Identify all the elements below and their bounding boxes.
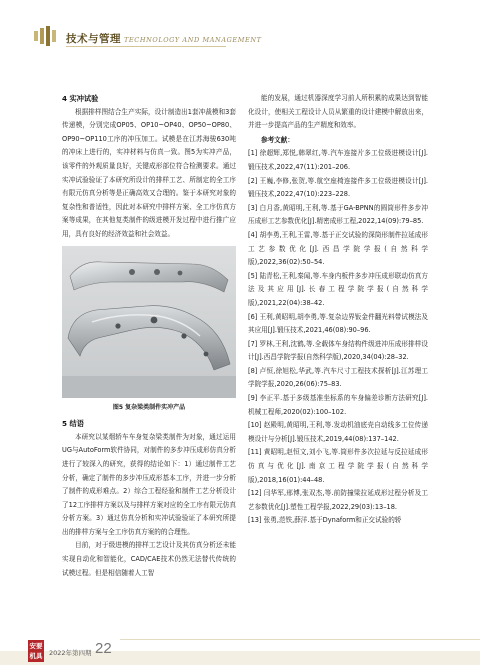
reference-item: [2] 王巍,李修,张贺,等.航空座椅连接件多工位级进模设计[J].锻压技术,2022,47(10):223–228.: [248, 176, 428, 199]
reference-item: [12] 闫华军,邢博,张双杰,等.前防撞梁拉延成形过程分析及工艺参数优化[J].塑性工程学报,2022,29(03):13–18.: [248, 489, 428, 511]
reference-item: [9] 李正平.基于多级基准坐标系的车身偏差诊断方法研究[J].机械工程师,2020(02):100–102.: [248, 394, 428, 416]
page-number: 22: [95, 640, 112, 657]
references-heading: 参考文献：: [261, 135, 294, 144]
journal-badge: 安要 机具: [29, 642, 43, 660]
journal-section-title: 技术与管理 TECHNOLOGY AND MANAGEMENT: [66, 33, 262, 45]
reference-item: [3] 白月香,黄昭明,王利,等.基于GA-BPNN的圆筒形件多步冲压成形工艺参数优化[J].精密成形工程,2022,14(09):79–85.: [248, 203, 428, 226]
reference-item: [8] 卢恒,徐旭松,华武,等.汽车尺寸工程技术探析[J].江苏理工学院学报,2020,26(06):75–83.: [248, 366, 428, 389]
right-column: [248, 92, 428, 528]
reference-item: [7] 罗林,王利,沈鹤,等.全载体车身结构件级进冲压成形排样设计[J].西昌学院学报(自然科学版),2020,34(04):28–32.: [248, 339, 428, 362]
header-divider: [66, 46, 226, 47]
reference-item: [6] 王利,黄昭明,胡李勇,等.复杂边界钣金件翻光料带试模法及其应用[J].锻压技术,2021,46(08):90–96.: [248, 312, 428, 335]
reference-item: [10] 赵殿明,黄昭明,王利,等.发动机油底壳自动线多工位传递模设计与分析[J].锻压技术,2019,44(08):137–142.: [248, 421, 428, 443]
header-mark-icon: [34, 26, 62, 46]
issue-label: 2022年第四期: [49, 649, 92, 657]
reference-item: [13] 张勇,范铁,薛洋.基于Dynaform和正交试验的轿: [248, 516, 402, 525]
left-column: [62, 92, 236, 580]
reference-item: [1] 徐超辉,郑悦,韩翠红,等.汽车连接片多工位级进模设计[J].锻压技术,2022,47(11):201–206.: [248, 149, 428, 171]
section4-heading: 4 实冲试验: [62, 94, 99, 103]
section5-heading: 5 结语: [62, 419, 84, 429]
reference-item: [5] 陆青松,王利,秦闻,等.车身内板件多步冲压成形联动仿真方法及其应用[J].长春工程学院学报(自然科学版),2021,22(04):38–42.: [248, 271, 428, 307]
figure5-photo: [62, 246, 236, 398]
reference-item: [4] 胡李勇,王利,王雷,等.基于正交试验的深筒形制件拉延成形工艺参数优化[J].西昌学院学报(自然科学版),2022,36(02):50–54.: [248, 230, 428, 267]
conclusion-continued: 能的发展，通过机器深度学习前人所积累的成果达到智能化设计，使相关工程设计人员从繁重的设计建模中解放出来，并进一步提高产品的生产精度和效率。: [248, 94, 428, 130]
section5-body-2: 目前，对于级进模的排样工艺设计及其仿真分析还未能实现自动化和智能化，CAD/CAE技术仍然无法替代传统的试模过程。但是相信随着人工智: [62, 541, 236, 577]
section4-body: 根据排样图结合生产实际，设计制造出1套冲裁模和3套传递模，分别完成OP05、OP10~OP40、OP50~OP80、OP90~OP110工序的冲压加工。试模是在江苏海骏630吨的冲床上进行的，实冲材料与仿真一致。图5为实冲产品，该零件的外观质量良好，关键成形部位符合检测要求。通过实冲试验验证了本研究所设计的排样工艺、所制定的全工序有限元仿真分析等是正确高效又合理的。鉴于本研究对象的复杂性和普适性，因此对本研究中排样方案、全工序仿真方案等成果，在其他复类制件的级进模开发过程中进行推广应用，具有良好的经济效益和社会效益。: [62, 107, 236, 238]
figure5-caption: 图5 复杂梁类制件实冲产品: [112, 403, 186, 411]
page-header: [0, 0, 480, 62]
reference-item: [11] 黄昭明,赵恒文,刘小飞,等.筒形件多次拉延与反拉延成形仿真与优化[J].南京工程学院学报(自然科学版),2018,16(01):44–48.: [248, 448, 428, 484]
section5-body-1: 本研究以某烟轿车车身复杂梁类制件为对象，通过运用UG与AutoForm软件协同，对制件的多步冲压成形仿真分析进行了较深入的研究，获得的结论如下：1）通过制件工艺分析，确定了制件的多步冲压成形基本工序，并进一步分析了制件的成形难点。2）综合工程经验和制件工艺分析设计了12工序排样方案以及与排样方案对应的全工序有限元仿真分析方案。3）通过仿真分析和实冲试验验证了本研究所提出的排样方案与全工序仿真方案的的合理性。: [62, 432, 236, 536]
